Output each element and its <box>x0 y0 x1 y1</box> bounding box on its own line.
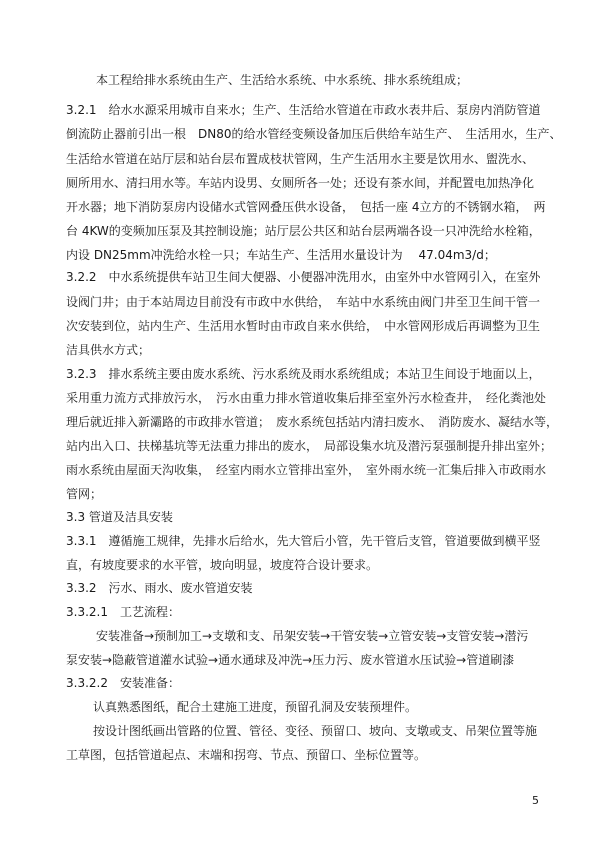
paragraph-line: 厕所用水、清扫用水等。车站内设男、女厕所各一处；还设有茶水间，并配置电加热净化 <box>66 176 535 190</box>
paragraph-line: 开水器；地下消防泵房内设储水式管网叠压供水设备， 包括一座 4立方的不锈钢水箱， 两 <box>66 200 546 214</box>
paragraph-line: 设阀门井；由于本站周边目前没有市政中水供给， 车站中水系统由阀门井至卫生间干管一 <box>66 295 541 309</box>
paragraph-line: 雨水系统由屋面天沟收集， 经室内雨水立管排出室外， 室外雨水统一汇集后排入市政雨水 <box>66 463 547 477</box>
paragraph-line: 生活给水管道在站厅层和站台层布置成枝状管网，生产生活用水主要是饮用水、盥洗水、 <box>66 152 535 166</box>
paragraph-line: 直，有坡度要求的水平管，坡向明显，坡度符合设计要求。 <box>66 558 379 572</box>
paragraph-line: 工草图，包括管道起点、末端和拐弯、节点、预留口、坐标位置等。 <box>66 748 427 762</box>
page-number: 5 <box>532 794 539 807</box>
subsection-heading: 3.3.2.2 安装准备： <box>66 676 180 690</box>
paragraph-line: 理后就近排入新灞路的市政排水管道； 废水系统包括站内清扫废水、 消防废水、凝结水等， <box>66 415 559 429</box>
paragraph-line: 管网； <box>66 487 103 501</box>
subsection-heading: 3.3.2 污水、雨水、废水管道安装 <box>66 581 253 595</box>
paragraph-line: 认真熟悉图纸，配合土建施工进度，预留孔洞及安装预埋件。 <box>93 700 418 714</box>
paragraph-line: 3.2.2 中水系统提供车站卫生间大便器、小便器冲洗用水，由室外中水管网引入，在室外 <box>66 270 541 284</box>
section-heading: 3.3 管道及洁具安装 <box>66 510 173 524</box>
paragraph-line: 站内出入口、扶梯基坑等无法重力排出的废水， 局部设集水坑及潜污泵强制提升排出室外； <box>66 439 553 453</box>
paragraph-line: 3.3.1 遵循施工规律，先排水后给水，先大管后小管，先干管后支管，管道要做到横平竖 <box>66 534 541 548</box>
paragraph-line: 3.2.3 排水系统主要由废水系统、污水系统及雨水系统组成；本站卫生间设于地面以上， <box>66 367 541 381</box>
process-flow-line: 安装准备→预制加工→支墩和支、吊架安装→干管安装→立管安装→支管安装→潜污 <box>96 629 529 643</box>
paragraph-line: 倒流防止器前引出一根 DN80的给水管经变频设备加压后供给车站生产、 生活用水，生产、 <box>66 127 562 141</box>
subsection-heading: 3.3.2.1 工艺流程： <box>66 605 180 619</box>
paragraph-line: 采用重力流方式排放污水， 污水由重力排水管道收集后排至室外污水检查井， 经化粪池处 <box>66 391 547 405</box>
paragraph-line: 3.2.1 给水水源采用城市自来水；生产、生活给水管道在市政水表井后、泵房内消防管道 <box>66 103 541 117</box>
paragraph-line: 内设 DN25mm冲洗给水栓一只；车站生产、生活用水量设计为 47.04m3/d； <box>66 248 496 262</box>
process-flow-line: 泵安装→隐蔽管道灌水试验→通水通球及冲洗→压力污、废水管道水压试验→管道刷漆 <box>66 653 515 667</box>
paragraph-line: 按设计图纸画出管路的位置、管径、变径、预留口、坡向、支墩或支、吊架位置等施 <box>93 724 538 738</box>
paragraph-line: 台 4KW的变频加压泵及其控制设施；站厅层公共区和站台层两端各设一只冲洗给水栓箱， <box>66 224 541 238</box>
paragraph-line: 洁具供水方式； <box>66 343 151 357</box>
paragraph-line-intro: 本工程给排水系统由生产、生活给水系统、中水系统、排水系统组成； <box>96 73 469 87</box>
paragraph-line: 次安装到位，站内生产、生活用水暂时由市政自来水供给， 中水管网形成后再调整为卫生 <box>66 319 541 333</box>
